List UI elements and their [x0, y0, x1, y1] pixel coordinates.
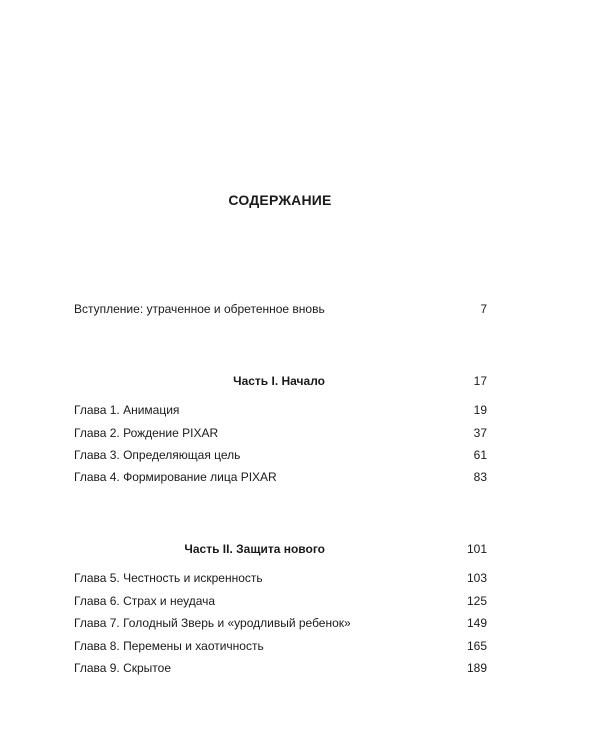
chapter-page-number: 83	[473, 470, 487, 484]
toc-chapter-7	[74, 614, 487, 632]
toc-chapter-4	[74, 468, 487, 486]
chapter-label: Глава 9. Скрытое	[74, 661, 172, 675]
chapter-page-number: 19	[473, 403, 487, 417]
chapter-page-number: 149	[466, 616, 487, 630]
part-page-number: 101	[466, 542, 487, 556]
chapter-page-number: 37	[473, 426, 487, 440]
chapter-label: Глава 8. Перемены и хаотичность	[74, 639, 264, 653]
toc-part-1	[74, 372, 487, 390]
chapter-label: Глава 3. Определяющая цель	[74, 448, 241, 462]
toc-chapter-8	[74, 637, 487, 655]
part-page-number: 17	[473, 374, 487, 388]
toc-chapter-9	[74, 659, 487, 677]
chapter-page-number: 61	[473, 448, 487, 462]
chapter-label: Глава 5. Честность и искренность	[74, 571, 263, 585]
chapter-label: Глава 1. Анимация	[74, 403, 180, 417]
entry-label: Вступление: утраченное и обретенное вновь	[74, 302, 325, 316]
chapter-page-number: 189	[466, 661, 487, 675]
toc-chapter-1	[74, 401, 487, 419]
chapter-page-number: 165	[466, 639, 487, 653]
toc-chapter-6	[74, 592, 487, 610]
chapter-label: Глава 7. Голодный Зверь и «уродливый ребенок»	[74, 616, 351, 630]
toc-entry-intro	[74, 300, 487, 318]
chapter-label: Глава 2. Рождение PIXAR	[74, 426, 219, 440]
chapter-label: Глава 4. Формирование лица PIXAR	[74, 470, 277, 484]
part-label: Часть I. Начало	[233, 374, 325, 388]
chapter-label: Глава 6. Страх и неудача	[74, 594, 216, 608]
part-label: Часть II. Защита нового	[184, 542, 325, 556]
toc-chapter-3	[74, 446, 487, 464]
toc-title: СОДЕРЖАНИЕ	[228, 192, 332, 208]
toc-chapter-5	[74, 569, 487, 587]
chapter-page-number: 125	[466, 594, 487, 608]
toc-part-2	[74, 540, 487, 558]
toc-chapter-2	[74, 424, 487, 442]
entry-page-number: 7	[480, 302, 487, 316]
chapter-page-number: 103	[466, 571, 487, 585]
